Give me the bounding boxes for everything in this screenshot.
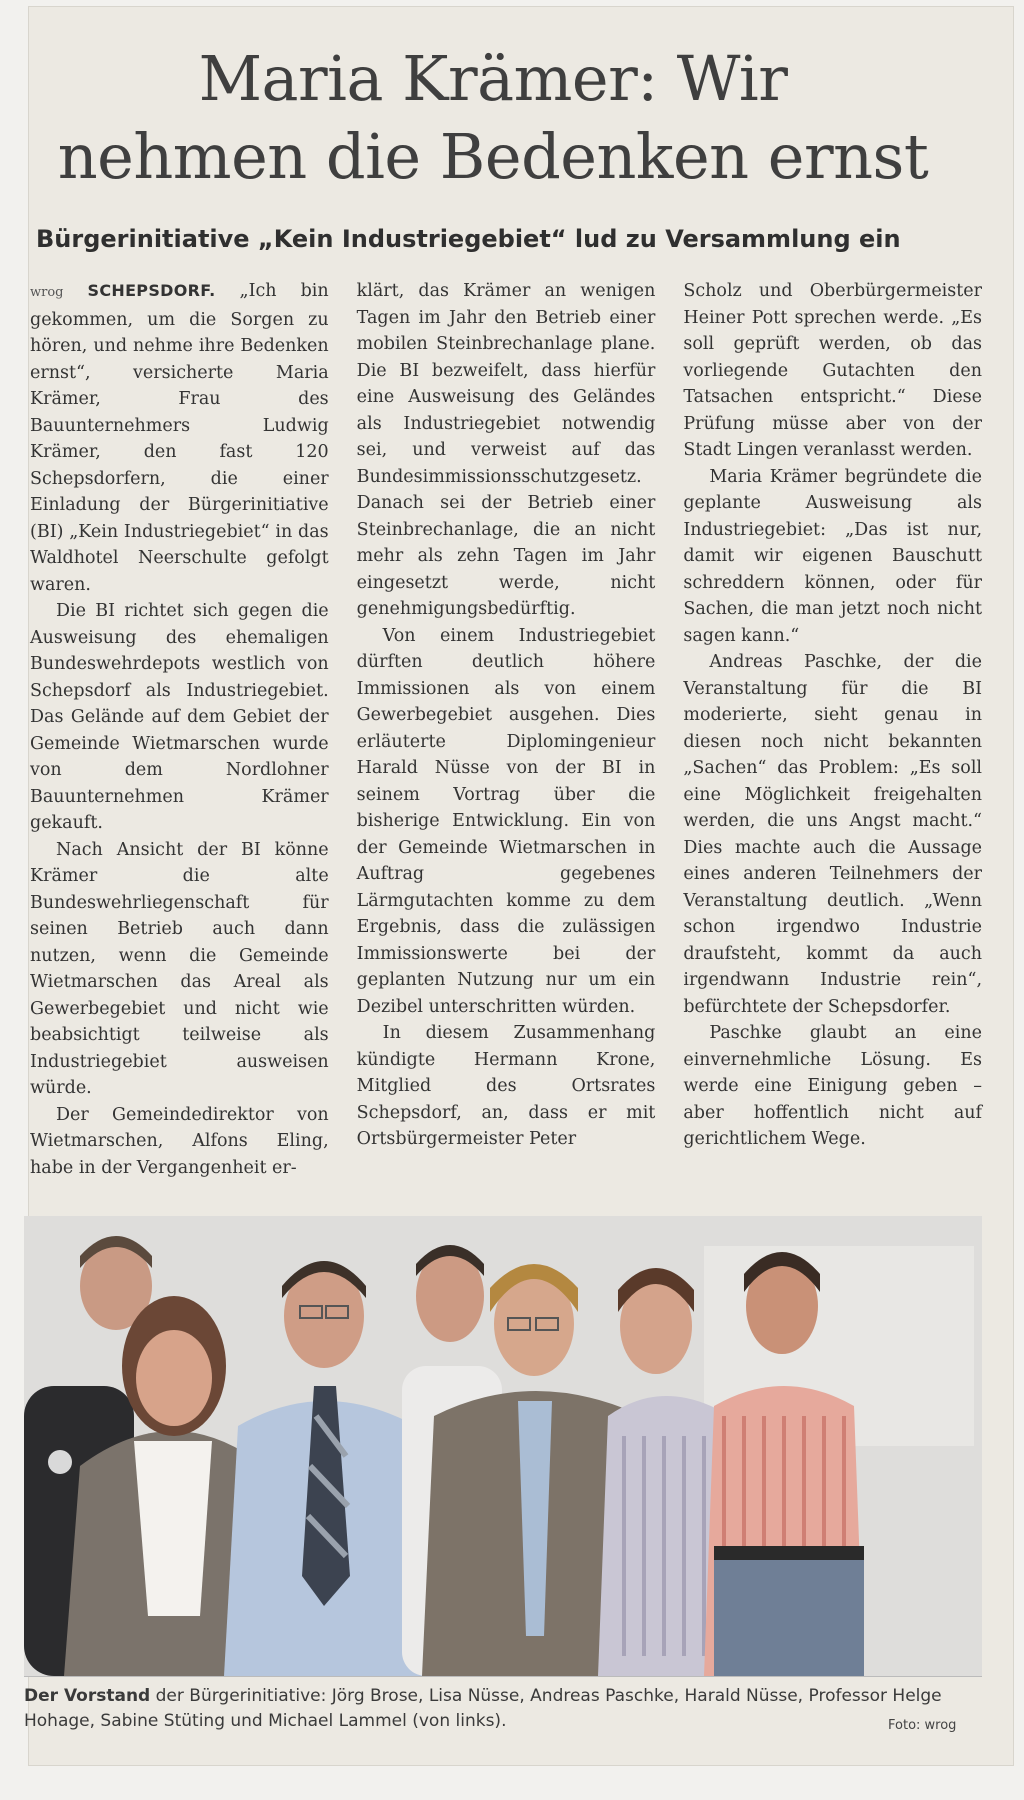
paragraph-text: „Ich bin gekommen, um die Sorgen zu hören, und nehme ihre Bedenken ernst“, versicherte Maria Krämer, Frau des Bauunternehmers Ludwig Krämer, den fast 120 Schepsdorfern, die einer Einladung der Bürgerinitiative (BI) „Kein Industriegebiet“ in das Waldhotel Neerschulte gefolgt waren. bbox=[30, 281, 329, 595]
article-paragraph bbox=[30, 278, 329, 598]
dateline: SCHEPSDORF. bbox=[87, 281, 216, 300]
article-column-1 bbox=[30, 278, 329, 1181]
caption-lead: Der Vorstand bbox=[24, 1686, 151, 1706]
article-paragraph: In diesem Zusammenhang kündigte Hermann Krone, Mitglied des Ortsrates Schepsdorf, an, dass er mit Ortsbürgermeister Peter bbox=[356, 1023, 656, 1149]
article-paragraph: klärt, das Krämer an wenigen Tagen im Jahr den Betrieb einer mobilen Steinbrechanlage plane. Die BI bezweifelt, dass hierfür eine Ausweisung des Geländes als Industriegebiet notwendig sei, und verweist auf das Bundesimmissionsschutzgesetz. Danach sei der Betrieb einer Steinbrechanlage, die an nicht mehr als zehn Tagen im Jahr eingesetzt werde, nicht genehmigungsbedürftig. bbox=[356, 281, 656, 619]
article-paragraph: Andreas Paschke, der die Veranstaltung für die BI moderierte, sieht genau in diesen noch nicht bekannten „Sachen“ das Problem: „Es soll eine Möglichkeit freigehalten werden, die uns Angst macht.“ Dies machte auch die Aussage eines anderen Teilnehmers der Veranstaltung deutlich. „Wenn schon irgendwo Industrie draufsteht, kommt da auch irgendwann Industrie rein“, befürchtete der Schepsdorfer. bbox=[683, 652, 983, 1017]
article-paragraph: Der Gemeindedirektor von Wietmarschen, Alfons Eling, habe in der Vergangenheit er- bbox=[30, 1104, 329, 1178]
article-headline bbox=[30, 40, 956, 196]
photo-caption bbox=[24, 1684, 982, 1734]
article-body bbox=[30, 278, 982, 1181]
article-paragraph: Nach Ansicht der BI könne Krämer die alte Bundeswehrliegenschaft für seinen Betrieb auch dann nutzen, wenn die Gemeinde Wietmarschen das Areal als Gewerbegebiet und nicht wie beabsichtigt teilweise als Industriegebiet ausweisen würde. bbox=[30, 839, 329, 1098]
headline-line-2: nehmen die Bedenken ernst bbox=[57, 120, 929, 193]
article-subheadline: Bürgerinitiative „Kein Industriegebiet“ lud zu Versammlung ein bbox=[36, 225, 901, 253]
article-paragraph: Maria Krämer begründete die geplante Ausweisung als Industriegebiet: „Das ist nur, damit wir eigenen Bauschutt schreddern können, oder für Sachen, die man jetzt noch nicht sagen kann.“ bbox=[683, 466, 983, 646]
caption-text: der Bürgerinitiative: Jörg Brose, Lisa Nüsse, Andreas Paschke, Harald Nüsse, Professor Helge Hohage, Sabine Stüting und Michael Lammel (von links). bbox=[24, 1686, 942, 1731]
article-column-3 bbox=[683, 278, 982, 1181]
group-photo bbox=[24, 1216, 982, 1677]
photo-credit: Foto: wrog bbox=[888, 1718, 957, 1733]
article-paragraph: Scholz und Oberbürgermeister Heiner Pott sprechen werde. „Es soll geprüft werden, ob das vorliegende Gutachten den Tatsachen entspricht.“ Diese Prüfung müsse aber von der Stadt Lingen veranlasst werden. bbox=[683, 281, 983, 460]
group-photo-illustration bbox=[24, 1216, 982, 1676]
article-column-2 bbox=[357, 278, 656, 1181]
article-paragraph: Von einem Industriegebiet dürften deutlich höhere Immissionen als von einem Gewerbegebiet ausgehen. Dies erläuterte Diplomingenieur Harald Nüsse von der BI in seinem Vortrag über die bisherige Entwicklung. Ein von der Gemeinde Wietmarschen in Auftrag gegebenes Lärmgutachten komme zu dem Ergebnis, dass die zulässigen Immissionswerte bei der geplanten Nutzung nur um ein Dezibel unterschritten würden. bbox=[356, 625, 656, 1017]
byline: wrog bbox=[30, 285, 64, 300]
article-paragraph: Die BI richtet sich gegen die Ausweisung des ehemaligen Bundeswehrdepots westlich von Schepsdorf als Industriegebiet. Das Gelände auf dem Gebiet der Gemeinde Wietmarschen wurde von dem Nordlohner Bauunternehmen Krämer gekauft. bbox=[30, 601, 329, 833]
article-paragraph: Paschke glaubt an eine einvernehmliche Lösung. Es werde eine Einigung geben – aber hoffentlich nicht auf gerichtlichem Wege. bbox=[683, 1023, 983, 1149]
headline-line-1: Maria Krämer: Wir bbox=[198, 42, 788, 115]
